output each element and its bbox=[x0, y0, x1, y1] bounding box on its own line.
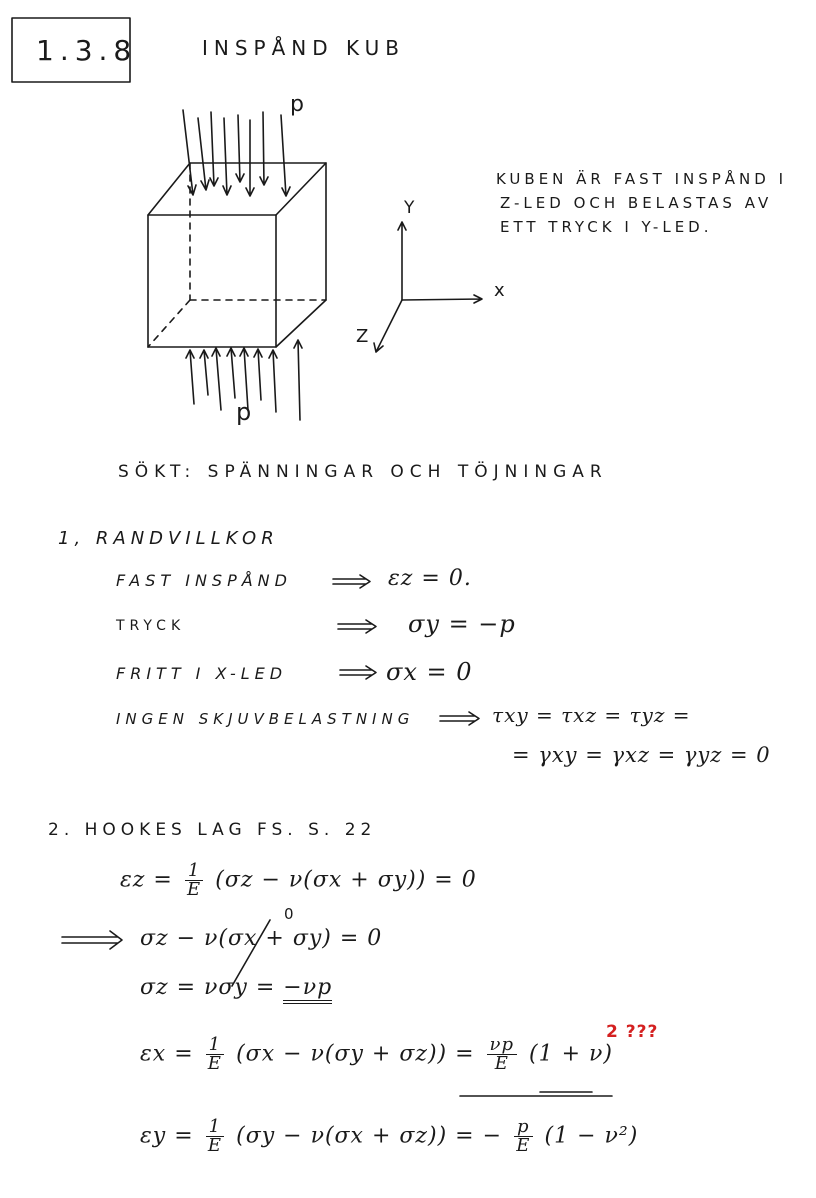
axis-label-x: x bbox=[494, 280, 508, 301]
condition-result-3: σx = 0 bbox=[386, 658, 473, 686]
load-label-top: p bbox=[290, 92, 307, 117]
fraction-numerator: νp bbox=[487, 1036, 517, 1055]
cube-drawing bbox=[148, 163, 326, 347]
fraction-numerator: p bbox=[514, 1118, 533, 1137]
implies-arrow-2 bbox=[338, 620, 376, 633]
hooke-eq-1 bbox=[120, 862, 477, 899]
section-2-heading: 2. HOOKES LAG FS. S. 22 bbox=[48, 820, 377, 840]
fraction-nup-over-e bbox=[487, 1036, 517, 1073]
load-label-bottom: p bbox=[236, 398, 255, 426]
fraction-1-over-e bbox=[206, 1118, 224, 1155]
fraction-denominator: E bbox=[494, 1053, 509, 1074]
struck-zero-mark: 0 bbox=[284, 905, 297, 923]
implies-arrow-1 bbox=[333, 575, 370, 588]
coordinate-axes bbox=[374, 222, 482, 352]
hooke-eq-4-tail: (1 + ν) bbox=[529, 1041, 613, 1067]
hooke-eq-3-lhs: σz = νσy = bbox=[140, 975, 276, 1000]
fraction-denominator: E bbox=[186, 879, 202, 900]
hooke-eq-1-lhs: εz = bbox=[120, 867, 173, 893]
fraction-denominator: E bbox=[516, 1135, 531, 1156]
hooke-eq-4-lhs: εx = bbox=[140, 1041, 194, 1067]
condition-label-3: FRITT I X-LED bbox=[116, 664, 288, 683]
description-line-3: ETT TRYCK I Y-LED. bbox=[500, 218, 713, 236]
hooke-eq-3 bbox=[140, 975, 332, 1000]
top-load-arrows bbox=[183, 110, 290, 196]
axis-label-y: Y bbox=[404, 198, 418, 218]
hooke-eq-1-rhs: (σz − ν(σx + σy)) = 0 bbox=[215, 867, 477, 893]
hooke-eq-4 bbox=[140, 1036, 613, 1073]
hooke-eq-5-lhs: εy = bbox=[140, 1123, 194, 1149]
condition-continuation: = γxy = γxz = γyz = 0 bbox=[512, 743, 771, 767]
fraction-denominator: E bbox=[207, 1053, 222, 1074]
condition-label-1: FAST INSPÅND bbox=[116, 571, 292, 590]
description-line-1: KUBEN ÄR FAST INSPÅND I bbox=[496, 170, 788, 188]
implies-arrow-4 bbox=[440, 712, 479, 725]
fraction-1-over-e bbox=[185, 862, 203, 899]
red-correction-note: 2 ??? bbox=[606, 1022, 659, 1042]
implies-arrow-3 bbox=[340, 666, 376, 679]
problem-number: 1.3.8 bbox=[36, 34, 138, 67]
hooke-eq-2: σz − ν(σx + σy) = 0 bbox=[140, 926, 383, 951]
fraction-p-over-e bbox=[514, 1118, 533, 1155]
fraction-denominator: E bbox=[207, 1135, 222, 1156]
condition-result-1: εz = 0. bbox=[388, 566, 472, 591]
section-1-heading: 1, RANDVILLKOR bbox=[58, 528, 279, 549]
fraction-1-over-e bbox=[206, 1036, 224, 1073]
sought-line: SÖKT: SPÄNNINGAR OCH TÖJNINGAR bbox=[118, 462, 608, 482]
hooke-eq-5-tail: (1 − ν²) bbox=[544, 1123, 639, 1149]
condition-result-4: τxy = τxz = τyz = bbox=[492, 703, 691, 727]
fraction-numerator: 1 bbox=[206, 1036, 224, 1055]
condition-label-4: INGEN SKJUVBELASTNING bbox=[116, 710, 415, 728]
hooke-eq-5-mid: (σy − ν(σx + σz)) = − bbox=[236, 1123, 503, 1149]
condition-label-2: TRYCK bbox=[116, 618, 186, 634]
description-line-2: Z-LED OCH BELASTAS AV bbox=[500, 194, 773, 212]
fraction-numerator: 1 bbox=[185, 862, 203, 881]
hooke-eq-4-mid: (σx − ν(σy + σz)) = bbox=[236, 1041, 475, 1067]
condition-result-2: σy = −p bbox=[408, 610, 516, 638]
hooke-eq-5 bbox=[140, 1118, 638, 1155]
implies-arrow-5 bbox=[62, 931, 122, 949]
fraction-numerator: 1 bbox=[206, 1118, 224, 1137]
hooke-eq-3-result: −νp bbox=[283, 975, 332, 1004]
page-title: INSPÅND KUB bbox=[202, 36, 405, 60]
axis-label-z: Z bbox=[356, 326, 372, 347]
